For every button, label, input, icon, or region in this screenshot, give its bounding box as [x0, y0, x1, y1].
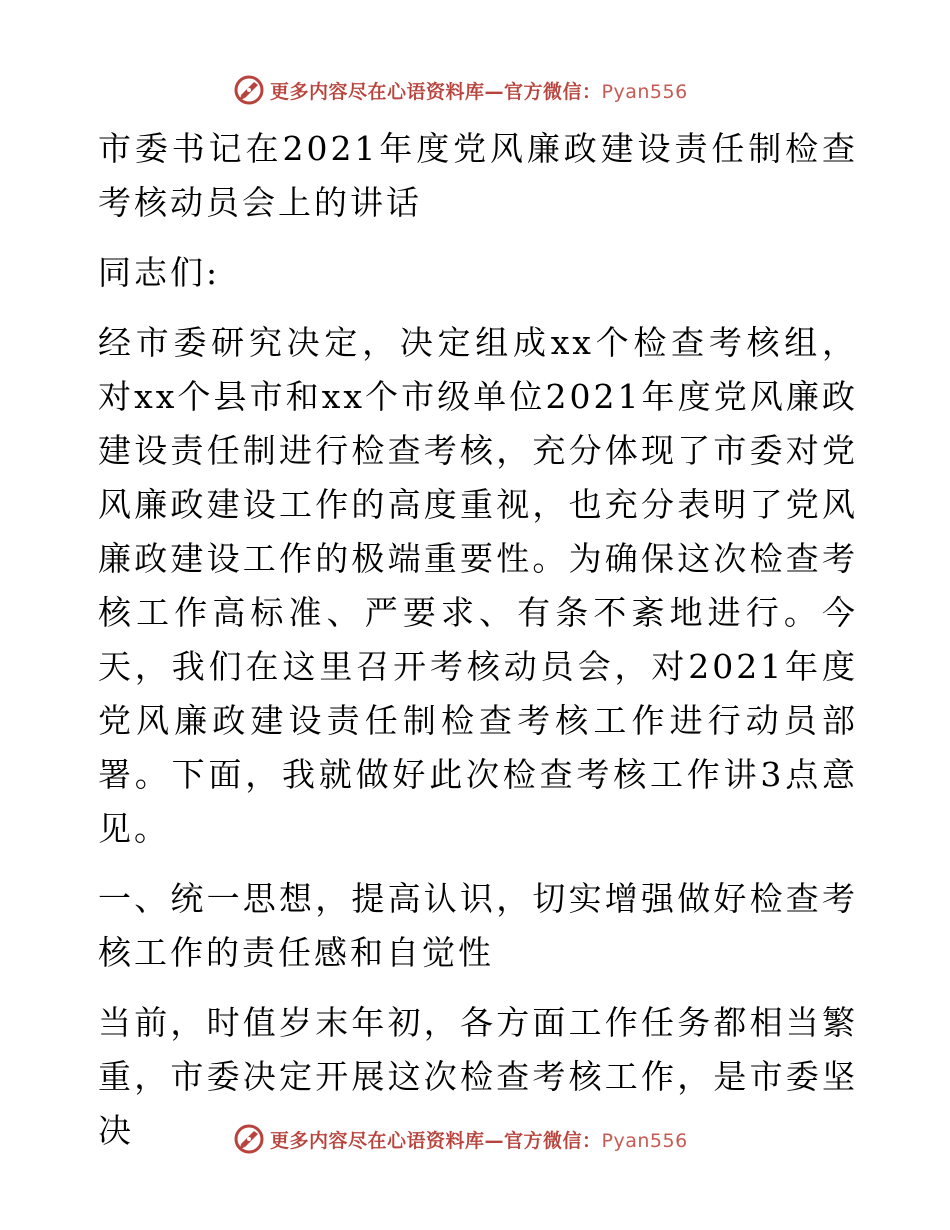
watermark-text: 更多内容尽在心语资料库—官方微信：Pyan556 [270, 80, 688, 103]
header-watermark [232, 70, 752, 110]
body-paragraph: 经市委研究决定，决定组成xx个检查考核组，对xx个县市和xx个市级单位2021年度党风廉政建设责任制进行检查考核，充分体现了市委对党风廉政建设工作的高度重视，也充分表明了党风廉政建设工作的极端重要性。为确保这次检查考核工作高标准、严要求、有条不紊地进行。今天，我们在这里召开考核动员会，对2021年度党风廉政建设责任制检查考核工作进行动员部署。下面，我就做好此次检查考核工作讲3点意见。 [98, 323, 858, 848]
pen-nib-circle-icon [232, 73, 266, 107]
document-body [98, 122, 858, 1174]
footer-watermark [232, 1119, 752, 1159]
watermark-wechat-id: Pyan556 [601, 1129, 688, 1152]
section-heading: 一、统一思想，提高认识，切实增强做好检查考核工作的责任感和自觉性 [98, 879, 858, 972]
watermark-text: 更多内容尽在心语资料库—官方微信：Pyan556 [270, 1129, 688, 1152]
document-title: 市委书记在2021年度党风廉政建设责任制检查考核动员会上的讲话 [98, 129, 858, 222]
pen-nib-circle-icon [232, 1122, 266, 1156]
body-paragraph: 当前，时值岁末年初，各方面工作任务都相当繁重，市委决定开展这次检查考核工作，是市委坚决 [98, 1003, 858, 1150]
salutation: 同志们: [98, 253, 221, 292]
watermark-wechat-id: Pyan556 [601, 80, 688, 103]
